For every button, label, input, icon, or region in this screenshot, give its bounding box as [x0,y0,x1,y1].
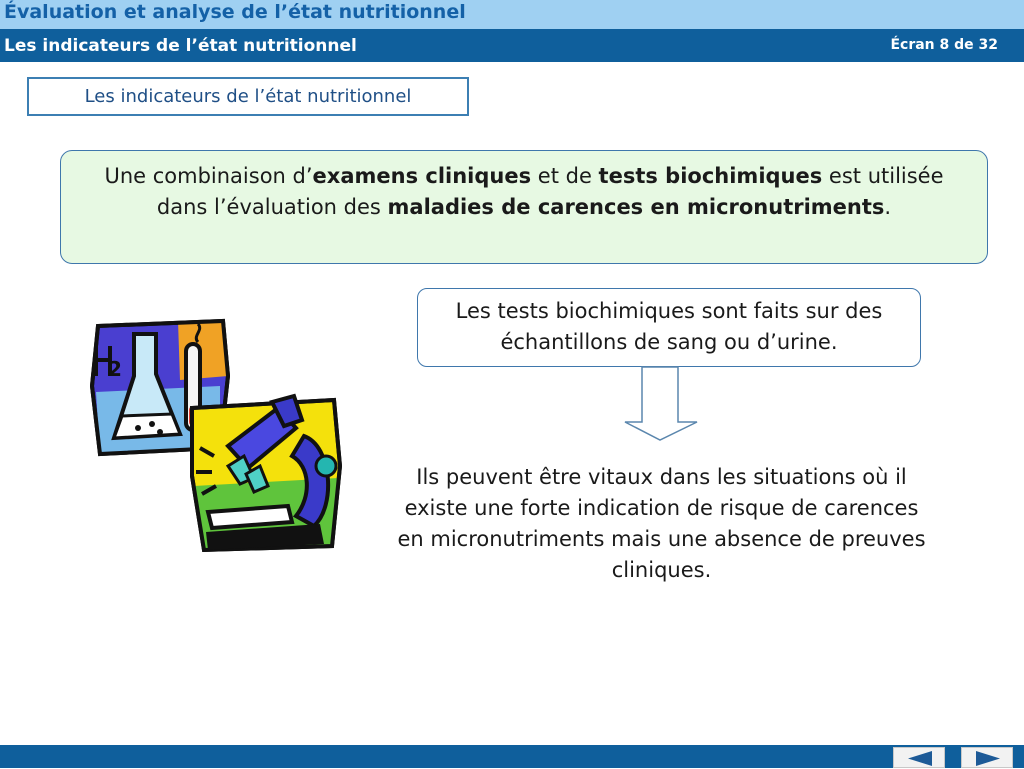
intro-text-3: est utilisée dans l’évaluation des [156,164,944,219]
title-bar [0,0,1024,29]
laboratory-clipart-icon [88,316,346,556]
intro-text-1: Une combinaison d’ [104,164,313,188]
course-title: Évaluation et analyse de l’état nutritionnel [4,1,466,23]
explanation-text: Ils peuvent être vitaux dans les situations où il existe une forte indication de risque de carences en micronutriments mais une absence de preuves cliniques. [397,465,926,582]
intro-bold-maladies: maladies de carences en micronutriments [387,195,885,219]
screen-counter: Écran 8 de 32 [890,37,998,53]
triangle-left-icon [894,748,946,769]
section-subtitle: Les indicateurs de l’état nutritionnel [4,36,357,56]
biochemical-tests-box: Les tests biochimiques sont faits sur des échantillons de sang ou d’urine. [417,288,921,367]
subtitle-bar [0,29,1024,62]
triangle-right-icon [962,748,1014,769]
intro-text-2: et de [531,164,599,188]
intro-text-4: . [884,195,892,219]
clipart-label: 2 [108,357,122,381]
next-button[interactable] [961,747,1013,768]
section-label: Les indicateurs de l’état nutritionnel [27,77,469,116]
down-arrow-icon [622,366,700,442]
intro-box [60,150,988,264]
intro-bold-examens: examens cliniques [312,164,532,188]
bottom-bar [0,745,1024,768]
previous-button[interactable] [893,747,945,768]
intro-bold-tests: tests biochimiques [598,164,823,188]
